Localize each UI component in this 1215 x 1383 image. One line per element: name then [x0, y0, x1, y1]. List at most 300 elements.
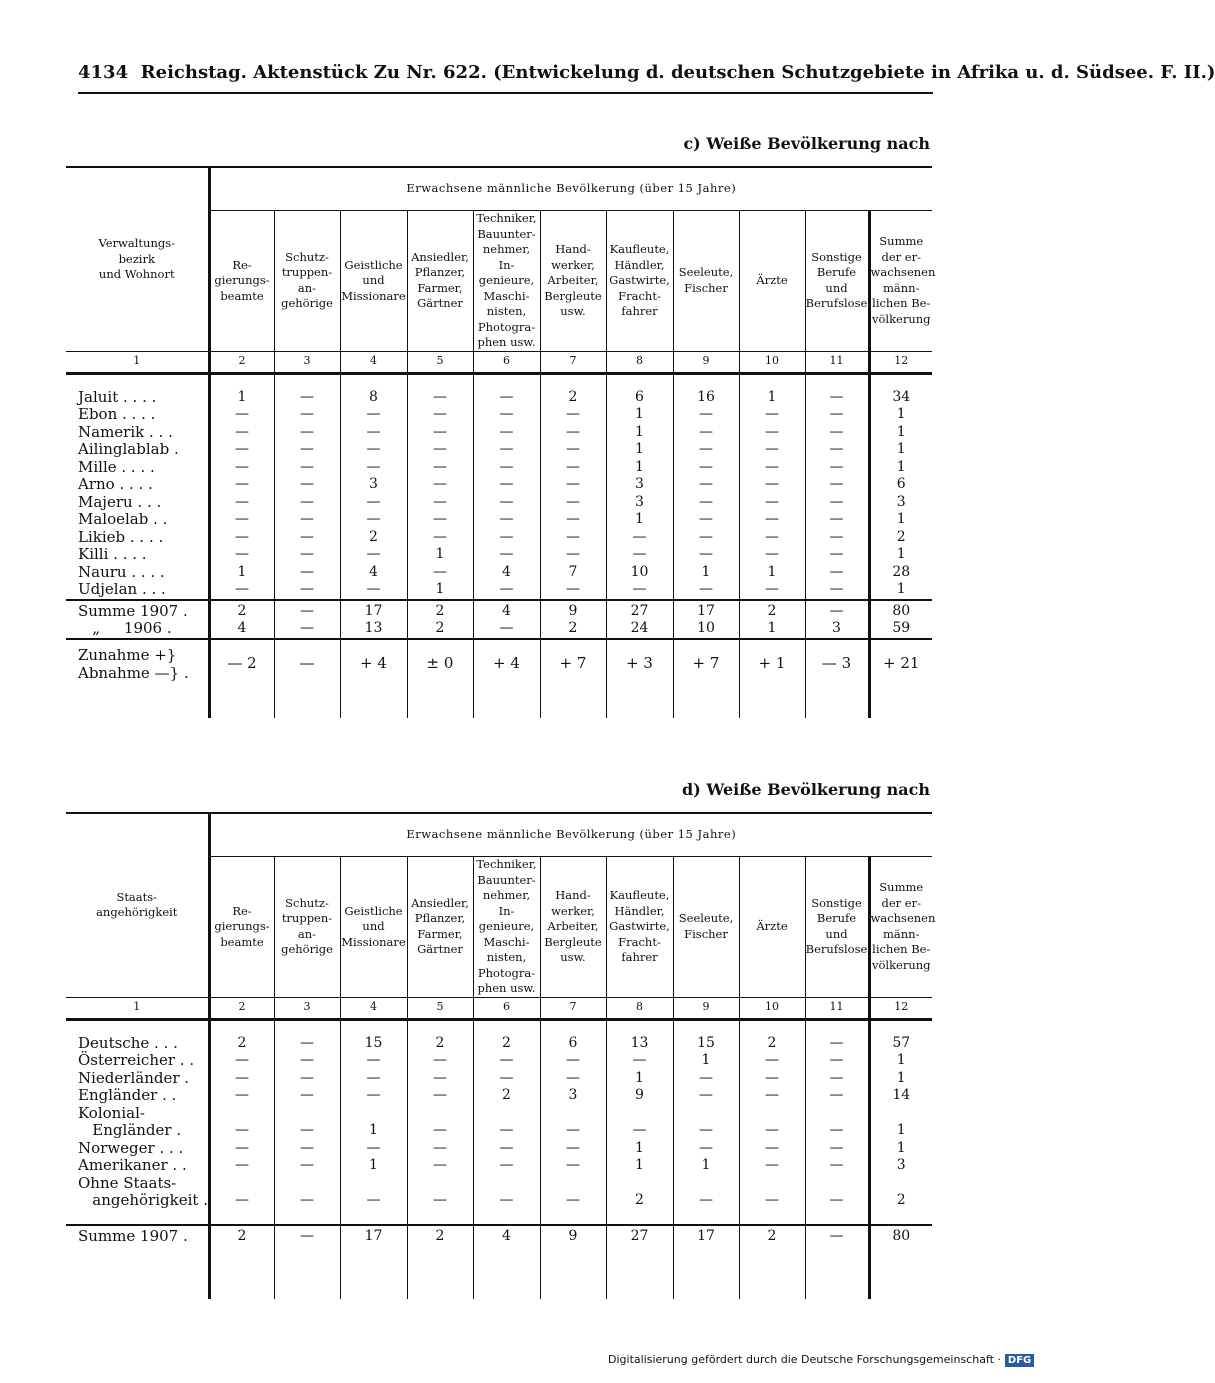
- table-cell: —: [805, 459, 869, 477]
- table-cell: 2: [209, 1225, 274, 1246]
- table-cell: —: [739, 1070, 805, 1088]
- table-cell: 9: [540, 600, 606, 621]
- table-cell: —: [805, 1192, 869, 1210]
- column-number: 7: [540, 351, 606, 373]
- table-cell: 1: [209, 389, 274, 407]
- blank-cell: [869, 1019, 932, 1035]
- table-cell: 1: [606, 424, 673, 442]
- table-cell: —: [473, 529, 540, 547]
- blank-cell: [606, 688, 673, 718]
- table-cell: —: [805, 494, 869, 512]
- blank-cell: [805, 373, 869, 389]
- blank-cell: [540, 1210, 606, 1225]
- table-cell: 1: [869, 459, 932, 477]
- table-cell: 1: [606, 1140, 673, 1158]
- blank-cell: [407, 1245, 473, 1299]
- table-cell: 27: [606, 1225, 673, 1246]
- blank-cell: [473, 688, 540, 718]
- column-number: 2: [209, 997, 274, 1019]
- column-number: 3: [274, 351, 340, 373]
- blank-cell: [540, 688, 606, 718]
- table-cell: 2: [540, 389, 606, 407]
- column-number: 6: [473, 997, 540, 1019]
- table-cell: —: [473, 424, 540, 442]
- table-cell: 2: [739, 1035, 805, 1053]
- table-row: [66, 424, 932, 442]
- table-cell: 2: [869, 1192, 932, 1210]
- row-label: Summe 1907 .: [66, 600, 209, 621]
- table-cell: 27: [606, 600, 673, 621]
- table-cell: —: [473, 1122, 540, 1140]
- table-cell: —: [673, 1070, 739, 1088]
- blank-cell: [739, 1019, 805, 1035]
- header-row: [66, 167, 932, 211]
- stub-header: Verwaltungs- bezirk und Wohnort: [66, 167, 209, 351]
- table-cell: [209, 1175, 274, 1193]
- table-cell: —: [673, 511, 739, 529]
- table-cell: —: [274, 1087, 340, 1105]
- column-number: 1: [66, 351, 209, 373]
- table-cell: —: [473, 1052, 540, 1070]
- table-cell: 10: [606, 564, 673, 582]
- dfg-logo: DFG: [1005, 1354, 1034, 1367]
- table-cell: 17: [673, 600, 739, 621]
- blank-cell: [340, 1245, 407, 1299]
- table-cell: 2: [473, 1035, 540, 1053]
- table-cell: —: [209, 1087, 274, 1105]
- table-cell: 1: [606, 1157, 673, 1175]
- table-cell: —: [209, 581, 274, 600]
- table-cell: 6: [869, 476, 932, 494]
- column-number: 8: [606, 351, 673, 373]
- table-cell: [274, 1105, 340, 1123]
- table-cell: —: [673, 1140, 739, 1158]
- table-cell: [869, 1105, 932, 1123]
- table-cell: —: [540, 459, 606, 477]
- table-cell: —: [340, 581, 407, 600]
- table-cell: 1: [739, 389, 805, 407]
- table-row: [66, 459, 932, 477]
- table-cell: —: [673, 581, 739, 600]
- blank-cell: [407, 1019, 473, 1035]
- table-cell: 15: [673, 1035, 739, 1053]
- table-cell: —: [274, 600, 340, 621]
- table-cell: —: [540, 1192, 606, 1210]
- blank-cell: [739, 1210, 805, 1225]
- table-cell: —: [209, 441, 274, 459]
- table-cell: 2: [209, 600, 274, 621]
- blank-cell: [606, 1210, 673, 1225]
- table-cell: —: [739, 459, 805, 477]
- table-cell: [606, 1175, 673, 1193]
- table-cell: [473, 1105, 540, 1123]
- row-label: Engländer . .: [78, 1086, 177, 1105]
- table-cell: —: [407, 1087, 473, 1105]
- table-cell: —: [739, 581, 805, 600]
- table-cell: 1: [606, 511, 673, 529]
- table-cell: —: [673, 459, 739, 477]
- table-cell: —: [540, 1140, 606, 1158]
- blank-cell: [66, 1210, 209, 1225]
- column-header: Seeleute, Fischer: [673, 211, 739, 352]
- blank-cell: [473, 1245, 540, 1299]
- column-header: Kaufleute, Händler, Gastwirte, Fracht- fahrer: [606, 211, 673, 352]
- table-cell: 59: [869, 620, 932, 639]
- table-cell: —: [673, 424, 739, 442]
- table-cell: —: [274, 1157, 340, 1175]
- column-header: Seeleute, Fischer: [673, 857, 739, 998]
- page-running-title: Reichstag. Aktenstück Zu Nr. 622. (Entwickelung d. deutschen Schutzgebiete in Afrika u. d. Südsee. F. II.): [140, 62, 1215, 83]
- table-cell: —: [274, 564, 340, 582]
- filler-row: [66, 688, 932, 718]
- blank-cell: [540, 373, 606, 389]
- row-label: Ebon . . . .: [78, 405, 156, 424]
- table-cell: —: [805, 1070, 869, 1088]
- stub-header: Staats- angehörigkeit: [66, 813, 209, 997]
- column-header: Geistliche und Missionare: [340, 857, 407, 998]
- table-cell: —: [274, 1140, 340, 1158]
- row-label: „ 1906 .: [78, 619, 172, 638]
- table-cell: [340, 1105, 407, 1123]
- table-cell: —: [805, 546, 869, 564]
- blank-cell: [473, 373, 540, 389]
- table-cell: 1: [606, 441, 673, 459]
- table-cell: —: [805, 476, 869, 494]
- blank-cell: [805, 1019, 869, 1035]
- table-cell: —: [340, 494, 407, 512]
- table-cell: —: [739, 1192, 805, 1210]
- group-header: Erwachsene männliche Bevölkerung (über 15 Jahre): [209, 167, 932, 211]
- blank-cell: [340, 373, 407, 389]
- table-cell: 3: [805, 620, 869, 639]
- table-cell: —: [606, 581, 673, 600]
- table-cell: 57: [869, 1035, 932, 1053]
- table-cell: —: [274, 511, 340, 529]
- table-row: [66, 406, 932, 424]
- table-cell: 1: [869, 581, 932, 600]
- table-cell: —: [274, 441, 340, 459]
- table-cell: 1: [869, 1070, 932, 1088]
- table-cell: —: [274, 529, 340, 547]
- table-cell: [673, 1175, 739, 1193]
- table-cell: —: [209, 406, 274, 424]
- table-cell: —: [340, 1087, 407, 1105]
- table-cell: —: [805, 1225, 869, 1246]
- table-row: [66, 1175, 932, 1193]
- table-cell: —: [473, 389, 540, 407]
- blank-cell: [540, 1019, 606, 1035]
- table-cell: 1: [606, 406, 673, 424]
- row-label: Deutsche . . .: [78, 1033, 178, 1052]
- row-label: angehörigkeit .: [78, 1191, 208, 1210]
- table-cell: —: [340, 1192, 407, 1210]
- column-header: Techniker, Bauunter- nehmer, In- genieure, Maschi- nisten, Photogra- phen usw.: [473, 211, 540, 352]
- blank-cell: [805, 1210, 869, 1225]
- column-number: 12: [869, 351, 932, 373]
- table-cell: 16: [673, 389, 739, 407]
- table-cell: —: [274, 459, 340, 477]
- table-d: [66, 812, 936, 1299]
- blank-cell: [340, 1019, 407, 1035]
- table-cell: —: [805, 1122, 869, 1140]
- table-cell: 1: [340, 1122, 407, 1140]
- header-row: [66, 813, 932, 857]
- table-cell: —: [540, 546, 606, 564]
- section-title-c: c) Weiße Bevölkerung nach: [683, 134, 930, 153]
- table-cell: 13: [340, 620, 407, 639]
- sum-row: [66, 600, 932, 621]
- table-cell: —: [473, 511, 540, 529]
- table-cell: —: [407, 476, 473, 494]
- table-cell: —: [540, 1122, 606, 1140]
- blank-cell: [805, 688, 869, 718]
- table-cell: —: [673, 1192, 739, 1210]
- table-cell: —: [540, 581, 606, 600]
- table-cell: —: [274, 1122, 340, 1140]
- blank-cell: [274, 1019, 340, 1035]
- table-cell: —: [473, 494, 540, 512]
- table-cell: —: [540, 476, 606, 494]
- blank-cell: [274, 373, 340, 389]
- blank-cell: [274, 1245, 340, 1299]
- column-number: 12: [869, 997, 932, 1019]
- blank-cell: [739, 373, 805, 389]
- blank-cell: [407, 373, 473, 389]
- table-row: [66, 529, 932, 547]
- table-cell: 4: [340, 564, 407, 582]
- column-number: 5: [407, 997, 473, 1019]
- blank-cell: [869, 1245, 932, 1299]
- table-cell: —: [340, 459, 407, 477]
- blank-cell: [739, 1245, 805, 1299]
- blank-cell: [739, 688, 805, 718]
- table-cell: —: [473, 1140, 540, 1158]
- blank-cell: [540, 1245, 606, 1299]
- table-cell: —: [274, 1070, 340, 1088]
- table-cell: 34: [869, 389, 932, 407]
- table-cell: 2: [209, 1035, 274, 1053]
- table-row: [66, 1122, 932, 1140]
- table-cell: —: [209, 511, 274, 529]
- column-number: 3: [274, 997, 340, 1019]
- row-label: Mille . . . .: [78, 457, 155, 476]
- table-cell: [540, 1105, 606, 1123]
- column-header: Hand- werker, Arbeiter, Bergleute usw.: [540, 857, 606, 998]
- blank-cell: [66, 373, 209, 389]
- column-header: Summe der er- wachsenen männ- lichen Be- völkerung: [869, 211, 932, 352]
- row-label: Niederländer .: [78, 1068, 190, 1087]
- table-cell: —: [407, 441, 473, 459]
- table-cell: —: [805, 581, 869, 600]
- column-header: Kaufleute, Händler, Gastwirte, Fracht- fahrer: [606, 857, 673, 998]
- table-row: [66, 1070, 932, 1088]
- row-label: Jaluit . . . .: [78, 387, 157, 406]
- table-cell: + 21: [869, 639, 932, 688]
- column-header: Schutz- truppen- an- gehörige: [274, 857, 340, 998]
- table-cell: —: [805, 564, 869, 582]
- table-cell: 4: [473, 600, 540, 621]
- table-cell: 4: [473, 1225, 540, 1246]
- blank-cell: [869, 373, 932, 389]
- blank-cell: [673, 1210, 739, 1225]
- table-cell: [869, 1175, 932, 1193]
- table-cell: [407, 1175, 473, 1193]
- table-cell: 2: [739, 600, 805, 621]
- table-row: [66, 494, 932, 512]
- table-cell: —: [606, 1122, 673, 1140]
- table-cell: 1: [869, 546, 932, 564]
- column-header: Ansiedler, Pflanzer, Farmer, Gärtner: [407, 857, 473, 998]
- table-cell: —: [274, 1225, 340, 1246]
- table-cell: 4: [473, 564, 540, 582]
- table-cell: 1: [739, 620, 805, 639]
- blank-cell: [606, 373, 673, 389]
- table-cell: 2: [407, 600, 473, 621]
- row-label: Maloelab . .: [78, 510, 168, 529]
- table-cell: —: [407, 1052, 473, 1070]
- table-cell: —: [209, 1140, 274, 1158]
- table-cell: 17: [340, 600, 407, 621]
- table-cell: —: [473, 546, 540, 564]
- table-cell: — 2: [209, 639, 274, 688]
- blank-cell: [407, 1210, 473, 1225]
- table-cell: —: [473, 581, 540, 600]
- table-cell: —: [209, 546, 274, 564]
- table-cell: —: [606, 1052, 673, 1070]
- table-row: [66, 546, 932, 564]
- table-cell: —: [274, 1192, 340, 1210]
- table-cell: 80: [869, 1225, 932, 1246]
- row-label: Summe 1907 .: [66, 1225, 209, 1246]
- table-cell: —: [473, 459, 540, 477]
- table-cell: —: [673, 546, 739, 564]
- table-cell: —: [540, 494, 606, 512]
- table-cell: —: [407, 1192, 473, 1210]
- row-label: Amerikaner . .: [78, 1156, 187, 1175]
- table-cell: + 3: [606, 639, 673, 688]
- blank-cell: [66, 1019, 209, 1035]
- blank-cell: [673, 688, 739, 718]
- column-number: 11: [805, 997, 869, 1019]
- column-header: Re- gierungs- beamte: [209, 211, 274, 352]
- row-label: Majeru . . .: [78, 492, 162, 511]
- table-cell: —: [274, 546, 340, 564]
- table-cell: —: [739, 546, 805, 564]
- table-cell: 1: [606, 459, 673, 477]
- table-cell: —: [540, 1157, 606, 1175]
- blank-cell: [340, 688, 407, 718]
- column-number: 5: [407, 351, 473, 373]
- table-cell: —: [340, 546, 407, 564]
- table-cell: —: [805, 529, 869, 547]
- table-cell: —: [739, 1122, 805, 1140]
- column-header: Techniker, Bauunter- nehmer, In- genieure, Maschi- nisten, Photogra- phen usw.: [473, 857, 540, 998]
- row-label: Ailinglablab .: [78, 440, 179, 459]
- table-cell: [540, 1175, 606, 1193]
- table-row: [66, 1052, 932, 1070]
- table-cell: —: [340, 441, 407, 459]
- table-row: [66, 441, 932, 459]
- column-number: 4: [340, 351, 407, 373]
- table-cell: —: [673, 406, 739, 424]
- blank-cell: [869, 688, 932, 718]
- table-cell: —: [209, 1070, 274, 1088]
- column-number: 9: [673, 351, 739, 373]
- table-cell: 2: [540, 620, 606, 639]
- table-cell: [606, 1105, 673, 1123]
- table-cell: —: [805, 511, 869, 529]
- table-row: [66, 1157, 932, 1175]
- filler-row: [66, 1245, 932, 1299]
- table-cell: — 3: [805, 639, 869, 688]
- header-rule: [78, 92, 933, 94]
- column-number: 4: [340, 997, 407, 1019]
- row-label: Killi . . . .: [78, 545, 147, 564]
- table-cell: 1: [209, 564, 274, 582]
- table-cell: —: [274, 620, 340, 639]
- table-row: [66, 1035, 932, 1053]
- table-cell: 17: [673, 1225, 739, 1246]
- table-cell: —: [274, 424, 340, 442]
- spacer-row: [66, 373, 932, 389]
- table-cell: —: [673, 1122, 739, 1140]
- table-cell: 1: [407, 546, 473, 564]
- table-cell: —: [209, 1157, 274, 1175]
- table-cell: —: [209, 1122, 274, 1140]
- table-cell: —: [739, 1052, 805, 1070]
- table-row: [66, 1192, 932, 1210]
- table-cell: + 7: [540, 639, 606, 688]
- table-cell: 3: [869, 1157, 932, 1175]
- table-cell: 8: [340, 389, 407, 407]
- table-cell: 1: [673, 1157, 739, 1175]
- table-cell: —: [407, 1070, 473, 1088]
- table-cell: —: [739, 406, 805, 424]
- table-cell: 14: [869, 1087, 932, 1105]
- row-label: Österreicher . .: [78, 1051, 195, 1070]
- column-number: 10: [739, 351, 805, 373]
- table-cell: 1: [869, 1140, 932, 1158]
- blank-cell: [66, 1245, 209, 1299]
- table-cell: —: [540, 441, 606, 459]
- table-cell: 13: [606, 1035, 673, 1053]
- sum-row: [66, 1225, 932, 1246]
- blank-cell: [209, 1210, 274, 1225]
- table-cell: 80: [869, 600, 932, 621]
- column-header: Hand- werker, Arbeiter, Bergleute usw.: [540, 211, 606, 352]
- table-row: [66, 581, 932, 600]
- table-cell: —: [540, 1052, 606, 1070]
- table-cell: —: [805, 389, 869, 407]
- column-number: 11: [805, 351, 869, 373]
- table-cell: —: [805, 1087, 869, 1105]
- table-row: [66, 564, 932, 582]
- table-cell: —: [739, 1140, 805, 1158]
- column-number: 6: [473, 351, 540, 373]
- table-cell: 9: [540, 1225, 606, 1246]
- table-cell: —: [805, 406, 869, 424]
- table-row: [66, 389, 932, 407]
- table-cell: 3: [540, 1087, 606, 1105]
- table-cell: 2: [739, 1225, 805, 1246]
- table-cell: —: [407, 406, 473, 424]
- table-cell: —: [805, 424, 869, 442]
- table-cell: —: [274, 581, 340, 600]
- table-cell: —: [274, 1035, 340, 1053]
- table-cell: 1: [407, 581, 473, 600]
- table-cell: 3: [340, 476, 407, 494]
- table-cell: —: [407, 511, 473, 529]
